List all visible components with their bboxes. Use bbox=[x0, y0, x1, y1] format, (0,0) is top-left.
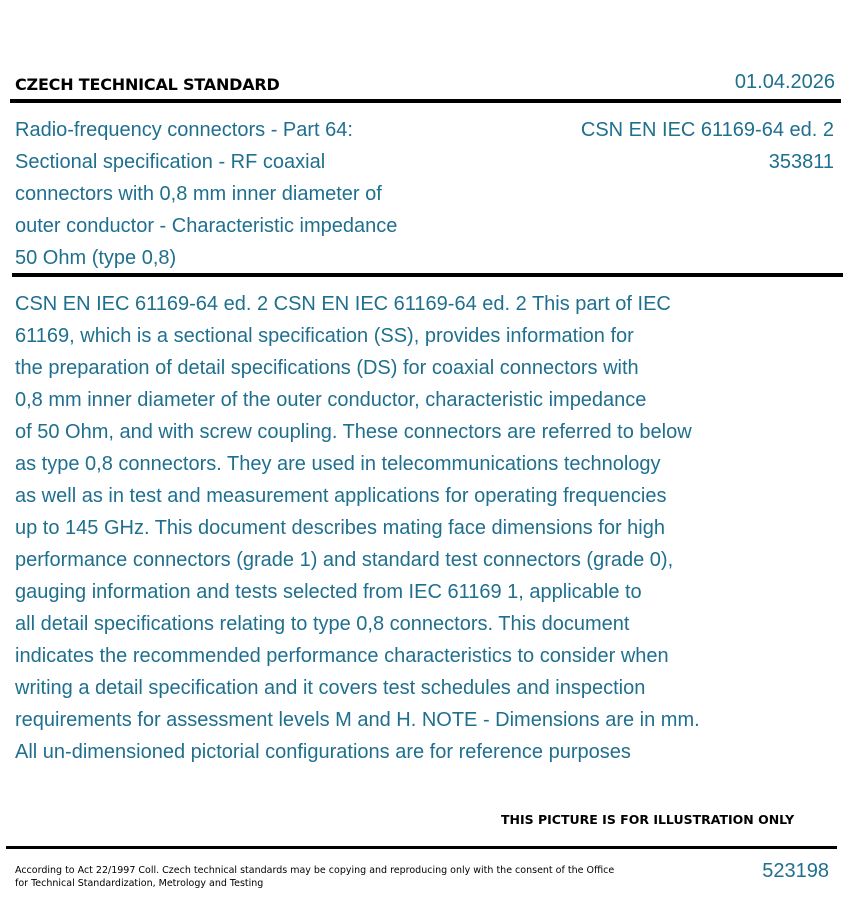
standard-title: Radio-frequency connectors - Part 64: Sectional specification - RF coaxial connectors with 0,8 mm inner diameter of outer conductor - Characteristic impedance 50 Ohm (type 0,8) bbox=[15, 119, 398, 269]
document-type-label: CZECH TECHNICAL STANDARD bbox=[15, 75, 280, 94]
footer-divider bbox=[6, 846, 837, 849]
illustration-disclaimer: THIS PICTURE IS FOR ILLUSTRATION ONLY bbox=[501, 812, 795, 827]
standard-code: CSN EN IEC 61169-64 ed. 2 bbox=[580, 119, 834, 141]
publication-date: 01.04.2026 bbox=[734, 71, 835, 93]
abstract-text: CSN EN IEC 61169-64 ed. 2 CSN EN IEC 61169-64 ed. 2 This part of IEC 61169, which is a sectional specification (SS), provides information for the preparation of detail specifications (DS) for coaxial connectors with 0,8 mm inner diameter of the outer conductor, characteristic impedance of 50 Ohm, and with screw coupling. These connectors are referred to below as type 0,8 connectors. They are used in telecommunications technology as well as in test and measurement applications for operating frequencies up to 145 GHz. This document describes mating face dimensions for high performance connectors (grade 1) and standard test connectors (grade 0), gauging information and tests selected from IEC 61169 1, applicable to all detail specifications relating to type 0,8 connectors. This document indicates the recommended performance characteristics to consider when writing a detail specification and it covers test schedules and inspection requirements for assessment levels M and H. NOTE - Dimensions are in mm. All un-dimensioned pictorial configurations are for reference purposes bbox=[15, 293, 700, 763]
copyright-notice: According to Act 22/1997 Coll. Czech technical standards may be copying and reproducing only with the consent of the Office for Technical Standardization, Metrology and Testing bbox=[15, 865, 615, 889]
header-divider bbox=[10, 99, 841, 103]
classification-number: 353811 bbox=[768, 151, 834, 173]
standard-identifier bbox=[581, 114, 834, 178]
catalog-number: 523198 bbox=[762, 860, 829, 882]
title-divider bbox=[12, 273, 843, 277]
